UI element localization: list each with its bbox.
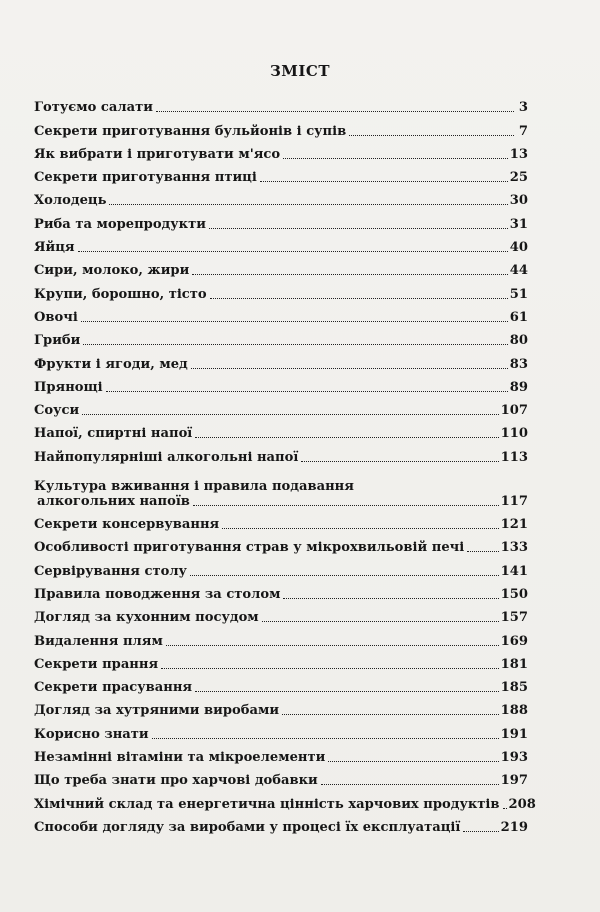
- dot-leader: [81, 321, 508, 322]
- toc-entry: [34, 255, 528, 278]
- toc-entry: [34, 788, 536, 812]
- toc-entry-label: Гриби: [34, 333, 81, 349]
- toc-entry-label: Секрети прання: [34, 656, 159, 672]
- dot-leader: [328, 761, 498, 762]
- toc-entry: [34, 532, 528, 555]
- toc-entry: [34, 395, 528, 418]
- dot-leader: [262, 621, 499, 622]
- toc-entry: [34, 302, 528, 325]
- toc-entry-label: Найпопулярніші алкогольні напої: [34, 449, 299, 465]
- dot-leader: [321, 784, 499, 785]
- toc-entry-page: 150: [500, 586, 528, 602]
- dot-leader: [106, 391, 508, 392]
- toc-entry-page: 121: [500, 517, 528, 533]
- toc-entry: [34, 695, 528, 718]
- dot-leader: [283, 158, 508, 159]
- toc-entry-label: Корисно знати: [34, 726, 149, 742]
- toc-entry-page: 191: [500, 726, 528, 742]
- dot-leader: [349, 135, 514, 136]
- toc-entry-label: Готуємо салати: [34, 100, 153, 116]
- toc-entry-label: Сири, молоко, жири: [34, 263, 190, 279]
- toc-entry-page: 117: [500, 493, 528, 509]
- toc-entry: [34, 765, 528, 788]
- toc-entry: [34, 278, 528, 301]
- dot-leader: [222, 528, 498, 529]
- toc-entry-label: Секрети консервування: [34, 517, 220, 533]
- dot-leader: [195, 691, 499, 692]
- dot-leader: [78, 251, 508, 252]
- toc-entry-page: 3: [518, 100, 528, 116]
- toc-entry: [34, 418, 528, 441]
- toc-entry-page: 141: [500, 563, 528, 579]
- toc-entry-page: 208: [508, 796, 536, 812]
- toc-entry-page: 51: [509, 286, 528, 302]
- toc-entry-page: 157: [500, 610, 528, 626]
- toc-entry-label: Як вибрати і приготувати м'ясо: [34, 146, 281, 162]
- toc-entry: [34, 742, 528, 765]
- toc-entry-page: 219: [500, 819, 528, 835]
- dot-leader: [82, 414, 498, 415]
- toc-entry-page: 80: [509, 333, 528, 349]
- toc-entry-label: Риба та морепродукти: [34, 216, 206, 232]
- toc-entry-label: Крупи, борошно, тісто: [34, 286, 207, 302]
- dot-leader: [152, 738, 499, 739]
- table-of-contents: [34, 92, 536, 835]
- toc-entry: [34, 579, 528, 602]
- toc-entry-label: Правила поводження за столом: [34, 586, 281, 602]
- dot-leader: [195, 437, 498, 438]
- toc-entry-label: Яйця: [34, 240, 75, 256]
- toc-entry-page: 110: [500, 426, 528, 442]
- toc-entry: [34, 232, 528, 255]
- toc-entry-page: 185: [500, 680, 528, 696]
- toc-entry: [34, 348, 528, 371]
- dot-leader: [191, 368, 508, 369]
- toc-entry-label: Що треба знати про харчові добавки: [34, 773, 318, 789]
- dot-leader: [209, 228, 508, 229]
- toc-entry: [34, 649, 528, 672]
- toc-entry-label: Фрукти і ягоди, мед: [34, 356, 188, 372]
- toc-entry-label: Незамінні вітаміни та мікроелементи: [34, 750, 326, 766]
- toc-entry-label: Способи догляду за виробами у процесі їх експлуатації: [34, 819, 461, 835]
- toc-entry-page: 181: [500, 656, 528, 672]
- toc-entry: [34, 555, 528, 578]
- toc-entry-label: Культура вживання і правила подавання: [34, 478, 354, 494]
- toc-entry-page: 13: [509, 146, 528, 162]
- toc-entry-label: Секрети приготування птиці: [34, 170, 257, 186]
- toc-entry-page: 61: [509, 309, 528, 325]
- toc-entry-page: 7: [518, 123, 528, 139]
- toc-entry-label: Холодець: [34, 193, 107, 209]
- toc-entry-label: Прянощі: [34, 379, 103, 395]
- dot-leader: [301, 461, 498, 462]
- toc-entry: [34, 441, 528, 464]
- toc-entry: [34, 92, 528, 115]
- toc-entry-label: Догляд за кухонним посудом: [34, 610, 259, 626]
- toc-entry: [34, 509, 528, 532]
- toc-entry-page: 193: [500, 750, 528, 766]
- toc-entry-page: 30: [509, 193, 528, 209]
- dot-leader: [260, 181, 508, 182]
- dot-leader: [83, 344, 507, 345]
- toc-entry: [34, 465, 528, 509]
- toc-entry: [34, 325, 528, 348]
- toc-entry-label: Овочі: [34, 309, 78, 325]
- toc-entry: [34, 372, 528, 395]
- toc-entry-label: Секрети прасування: [34, 680, 193, 696]
- toc-entry-page: 89: [509, 379, 528, 395]
- toc-entry-page: 169: [500, 633, 528, 649]
- dot-leader: [192, 274, 507, 275]
- toc-entry-page: 25: [509, 170, 528, 186]
- toc-entry-page: 113: [500, 449, 528, 465]
- dot-leader: [283, 598, 498, 599]
- toc-entry-label: Секрети приготування бульйонів і супів: [34, 123, 347, 139]
- toc-entry-page: 44: [509, 263, 528, 279]
- toc-entry-page: 83: [509, 356, 528, 372]
- toc-entry-page: 133: [500, 540, 528, 556]
- toc-entry-label-continued: алкогольних напоїв: [37, 493, 190, 509]
- dot-leader: [463, 831, 498, 832]
- dot-leader: [503, 808, 507, 809]
- dot-leader: [156, 111, 514, 112]
- toc-entry-label: Сервірування столу: [34, 563, 187, 579]
- toc-entry-page: 31: [509, 216, 528, 232]
- toc-entry: [34, 625, 528, 648]
- toc-entry-label: Напої, спиртні напої: [34, 426, 193, 442]
- toc-entry: [34, 672, 528, 695]
- dot-leader: [210, 298, 508, 299]
- toc-entry-label: Видалення плям: [34, 633, 163, 649]
- toc-entry-page: 107: [500, 403, 528, 419]
- page-title: ЗМІСТ: [269, 62, 331, 80]
- dot-leader: [109, 204, 507, 205]
- toc-entry-page: 40: [509, 240, 528, 256]
- dot-leader: [190, 575, 499, 576]
- toc-entry: [34, 602, 528, 625]
- toc-entry: [34, 115, 528, 138]
- toc-entry-page: 188: [500, 703, 528, 719]
- toc-entry-label: Хімічний склад та енергетична цінність харчових продуктів: [34, 796, 500, 812]
- toc-entry: [34, 812, 528, 835]
- dot-leader: [161, 668, 499, 669]
- dot-leader: [193, 505, 499, 506]
- toc-entry-label: Соуси: [34, 403, 80, 419]
- toc-entry-page: 197: [500, 773, 528, 789]
- toc-entry: [34, 139, 528, 162]
- toc-entry-label: Особливості приготування страв у мікрохвильовій печі: [34, 540, 465, 556]
- toc-entry: [34, 162, 528, 185]
- toc-entry: [34, 208, 528, 231]
- dot-leader: [282, 714, 499, 715]
- dot-leader: [467, 551, 498, 552]
- toc-entry: [34, 718, 528, 741]
- toc-entry: [34, 185, 528, 208]
- dot-leader: [166, 645, 499, 646]
- toc-entry-label: Догляд за хутряними виробами: [34, 703, 280, 719]
